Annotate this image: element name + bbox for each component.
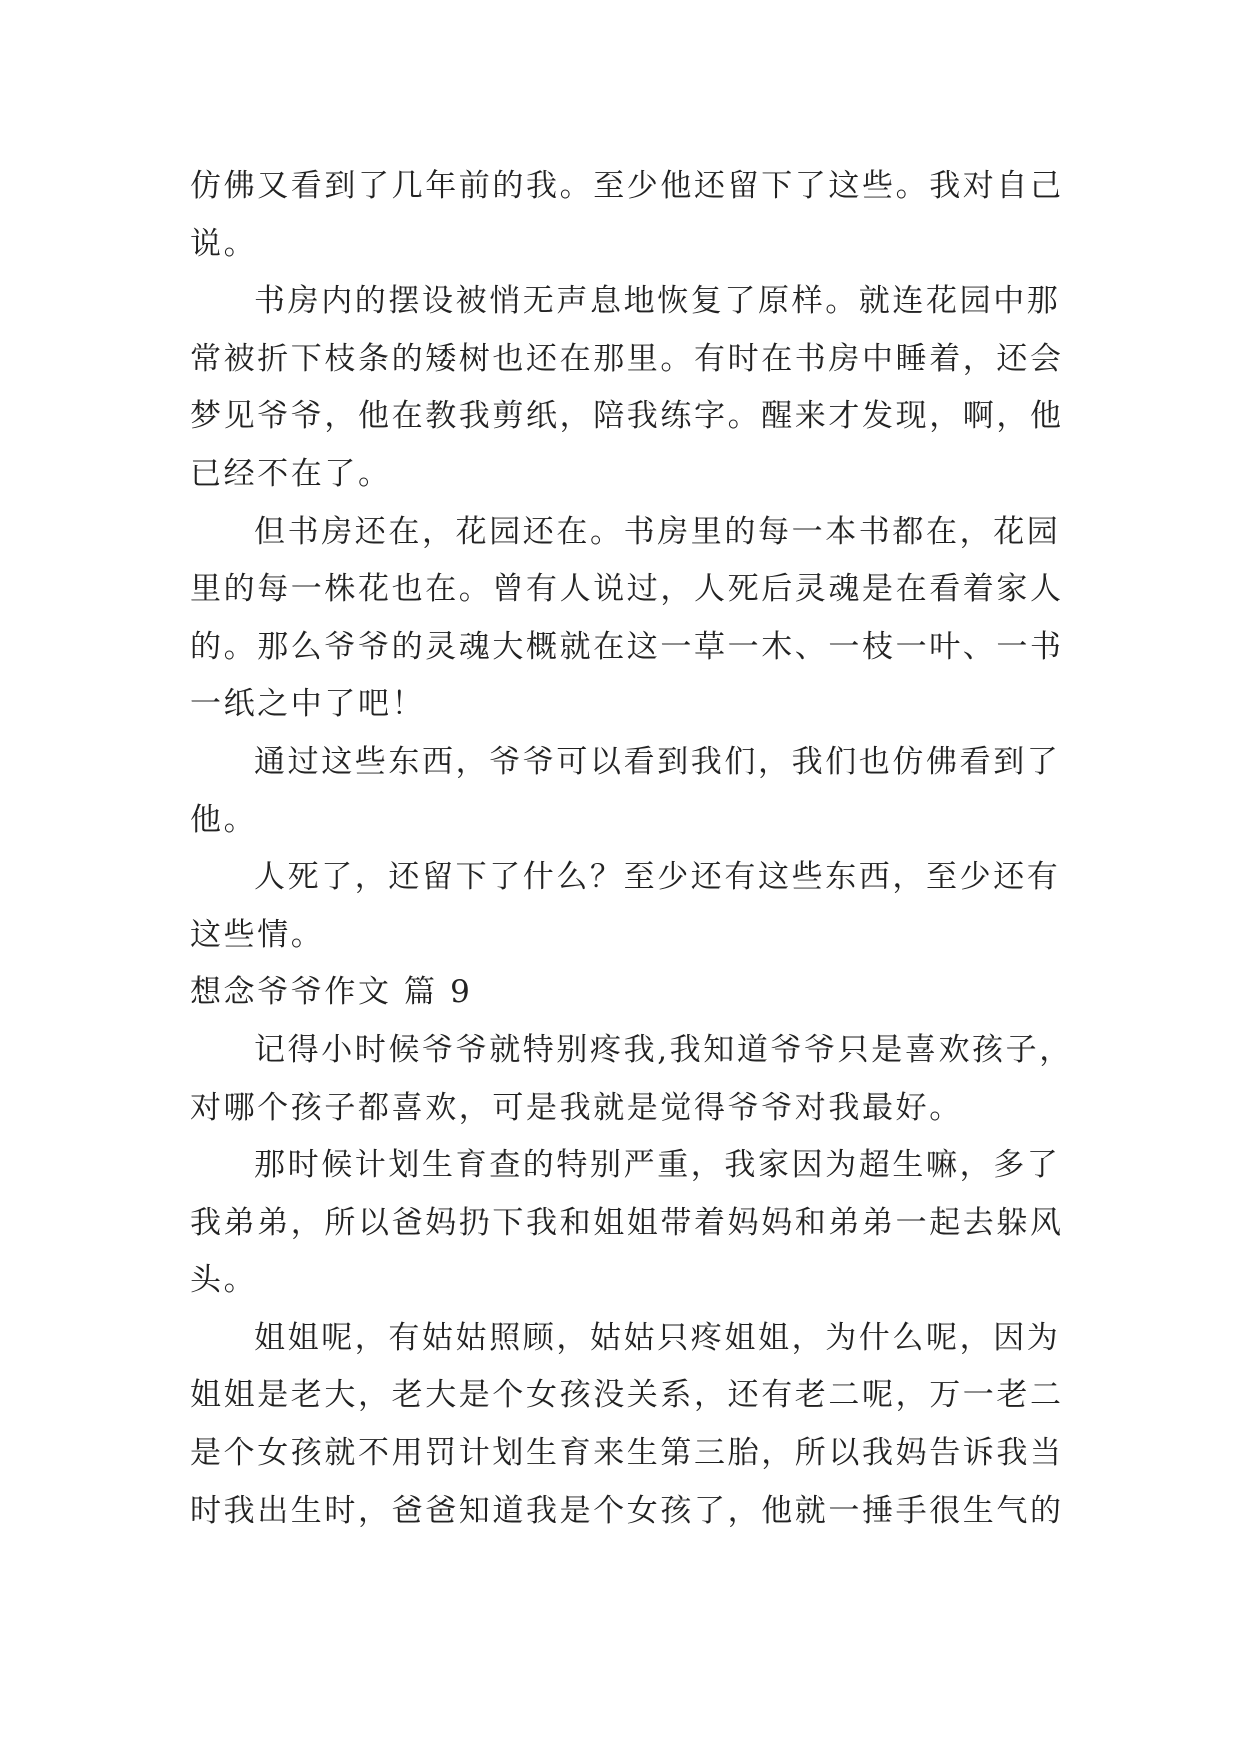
text-line: 的。那么爷爷的灵魂大概就在这一草一木、一枝一叶、一书	[190, 628, 1064, 665]
text-line: 那时候计划生育查的特别严重，我家因为超生嘛，多了	[254, 1147, 1061, 1184]
text-line: 常被折下枝条的矮树也还在那里。有时在书房中睡着，还会	[190, 340, 1064, 377]
text-line: 一纸之中了吧！	[190, 686, 426, 723]
text-line: 时我出生时，爸爸知道我是个女孩了，他就一捶手很生气的	[190, 1492, 1064, 1529]
text-line: 已经不在了。	[190, 455, 392, 492]
text-line: 头。	[190, 1262, 258, 1299]
text-line: 说。	[190, 225, 258, 262]
document-body	[190, 158, 1073, 1540]
text-line: 姐姐呢，有姑姑照顾，姑姑只疼姐姐，为什么呢，因为	[254, 1319, 1061, 1356]
text-line: 记得小时候爷爷就特别疼我,我知道爷爷只是喜欢孩子，	[254, 1031, 1073, 1068]
text-line: 通过这些东西，爷爷可以看到我们，我们也仿佛看到了	[254, 743, 1061, 780]
text-line: 他。	[190, 801, 258, 838]
text-line: 对哪个孩子都喜欢，可是我就是觉得爷爷对我最好。	[190, 1089, 963, 1126]
text-line: 里的每一株花也在。曾有人说过，人死后灵魂是在看着家人	[190, 571, 1064, 608]
text-line: 姐姐是老大，老大是个女孩没关系，还有老二呢，万一老二	[190, 1377, 1064, 1414]
text-line: 书房内的摆设被悄无声息地恢复了原样。就连花园中那	[254, 283, 1061, 320]
text-line: 人死了，还留下了什么？至少还有这些东西，至少还有	[254, 859, 1061, 896]
text-line: 想念爷爷作文 篇 9	[190, 974, 473, 1011]
text-line: 这些情。	[190, 916, 325, 953]
text-line: 梦见爷爷，他在教我剪纸，陪我练字。醒来才发现，啊，他	[190, 398, 1064, 435]
text-line: 但书房还在，花园还在。书房里的每一本书都在，花园	[254, 513, 1061, 550]
text-line: 仿佛又看到了几年前的我。至少他还留下了这些。我对自己	[190, 168, 1064, 204]
text-line: 是个女孩就不用罚计划生育来生第三胎，所以我妈告诉我当	[190, 1435, 1064, 1472]
text-line: 我弟弟，所以爸妈扔下我和姐姐带着妈妈和弟弟一起去躲风	[190, 1204, 1064, 1241]
